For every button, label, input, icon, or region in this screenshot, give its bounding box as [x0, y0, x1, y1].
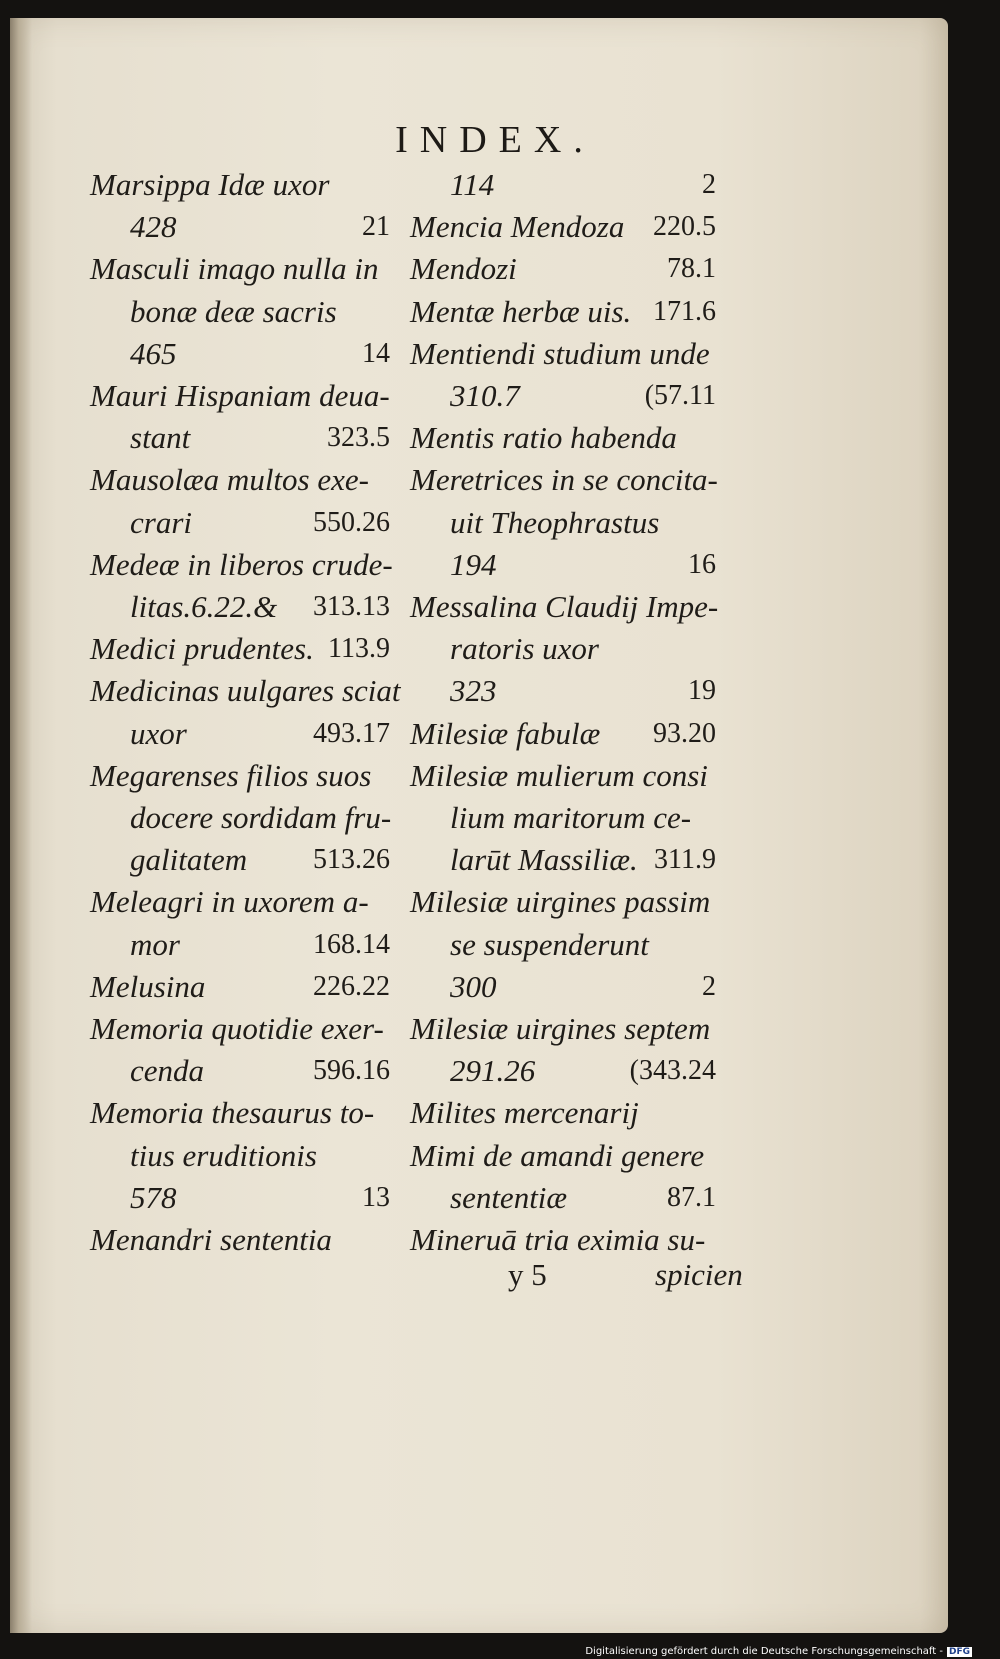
index-entry-text: 300 [450, 968, 497, 1004]
index-entry-page-ref: 493.17 [313, 717, 390, 749]
page-gutter-shadow [10, 18, 32, 1633]
index-entry-text: Meretrices in se concita- [410, 462, 718, 498]
index-entry-page-ref: 168.14 [313, 928, 390, 960]
index-entry-text: Milesiæ uirgines passim [410, 884, 711, 920]
index-entry-text: Mausolæa multos exe- [90, 462, 369, 498]
index-entry-text: cenda [130, 1053, 205, 1089]
index-entry-text: Marsippa Idæ uxor [90, 167, 330, 202]
index-entry-text: 578 [130, 1179, 177, 1215]
index-entry-text: Medeæ in liberos crude- [90, 546, 393, 582]
index-entry-text: Mentiendi studium unde [410, 335, 710, 371]
index-entry-text: Mentis ratio habenda [410, 420, 677, 456]
book-page [10, 18, 948, 1633]
index-entry-text: Masculi imago nulla in [90, 251, 379, 287]
index-entry-text: litas.6.22.& [130, 589, 278, 624]
index-entry-text: larūt Massiliæ. [450, 842, 638, 878]
dfg-logo: DFG [948, 1647, 970, 1657]
index-entry-text: 194 [450, 546, 497, 582]
index-entry-text: stant [130, 420, 191, 456]
credit-text: Digitalisierung gefördert durch die Deutsche Forschungsgemeinschaft - [585, 1646, 943, 1657]
index-entry-page-ref: (57.11 [644, 380, 716, 411]
index-entry-text: Milesiæ mulierum consi [410, 757, 708, 793]
index-entry-text: Megarenses filios suos [90, 757, 372, 793]
index-entry-page-ref: 13 [362, 1181, 390, 1213]
index-entry-text: Milesiæ fabulæ [410, 715, 601, 751]
index-entry-text: docere sordidam fru- [130, 800, 392, 835]
index-entry-page-ref: 93.20 [653, 717, 716, 749]
index-entry-text: bonæ deæ sacris [130, 293, 337, 329]
index-entry-text: ratoris uxor [450, 631, 599, 667]
index-entry-page-ref: 311.9 [654, 844, 716, 876]
index-entry-text: lium maritorum ce- [450, 800, 692, 835]
index-entry-page-ref: 19 [688, 675, 716, 707]
digitization-credit [585, 1646, 972, 1657]
index-entry-text: Medici prudentes. [90, 631, 314, 667]
index-entry-text: sententiæ [450, 1179, 568, 1215]
index-entry-text: Mimi de amandi genere [410, 1137, 705, 1173]
index-entry-text: 114 [450, 167, 495, 202]
index-entry-text: 465 [130, 335, 177, 371]
index-entry-page-ref: 226.22 [313, 970, 390, 1002]
index-entry-text: uxor [130, 715, 187, 751]
index-entry-text: Memoria quotidie exer- [90, 1011, 384, 1046]
index-entry-text: Meleagri in uxorem a- [90, 884, 369, 920]
page-heading: INDEX. [395, 119, 595, 161]
index-entry-page-ref: 220.5 [653, 211, 716, 243]
index-entry-page-ref: 87.1 [667, 1181, 716, 1213]
index-entry-page-ref: 313.13 [313, 591, 390, 622]
index-entry-text: Mendozi [410, 251, 517, 287]
index-entry-page-ref: 550.26 [313, 506, 390, 538]
index-entry-text: Messalina Claudij Impe- [410, 589, 719, 624]
index-entry-text: se suspenderunt [450, 926, 649, 962]
index-entry-text: mor [130, 926, 180, 962]
index-entry-page-ref: 113.9 [328, 633, 390, 665]
index-entry-text: Melusina [90, 968, 206, 1004]
index-entry-text: galitatem [130, 842, 248, 878]
index-entry-text: Mencia Mendoza [410, 209, 625, 245]
index-entry-page-ref: 323.5 [327, 422, 390, 454]
index-entry-page-ref: 596.16 [313, 1055, 390, 1087]
index-entry-page-ref: 78.1 [667, 253, 716, 285]
index-entry-text: 291.26 [450, 1053, 536, 1089]
index-entry-text: Menandri sententia [90, 1222, 332, 1257]
index-entry-page-ref: 21 [362, 211, 390, 243]
index-entry-text: Memoria thesaurus to- [90, 1095, 375, 1131]
index-entry-page-ref: 513.26 [313, 844, 390, 876]
index-entry-text: Medicinas uulgares sciat [90, 673, 401, 709]
index-entry-page-ref: 16 [688, 548, 716, 580]
index-entry-page-ref: 14 [362, 337, 390, 369]
catchword: spicien [655, 1257, 743, 1292]
signature-mark: y 5 [508, 1257, 547, 1292]
index-entry-text: Milites mercenarij [410, 1095, 639, 1131]
index-entry-text: tius eruditionis [130, 1137, 317, 1173]
index-entry-text: 323 [450, 673, 497, 709]
index-entry-page-ref: 2 [702, 169, 716, 200]
index-entry-page-ref: 2 [702, 970, 716, 1002]
index-entry-text: Mentæ herbæ uis. [410, 293, 632, 329]
index-entry-page-ref: (343.24 [629, 1055, 716, 1087]
index-entry-text: Mineruā tria eximia su- [410, 1222, 706, 1257]
index-entry-text: crari [130, 504, 192, 540]
index-entry-page-ref: 171.6 [653, 295, 716, 327]
index-entry-text: uit Theophrastus [450, 504, 660, 540]
index-entry-text: Milesiæ uirgines septem [410, 1011, 711, 1046]
index-entry-text: Mauri Hispaniam deua- [90, 378, 390, 413]
index-entry-text: 428 [130, 209, 177, 245]
index-entry-text: 310.7 [450, 378, 520, 413]
